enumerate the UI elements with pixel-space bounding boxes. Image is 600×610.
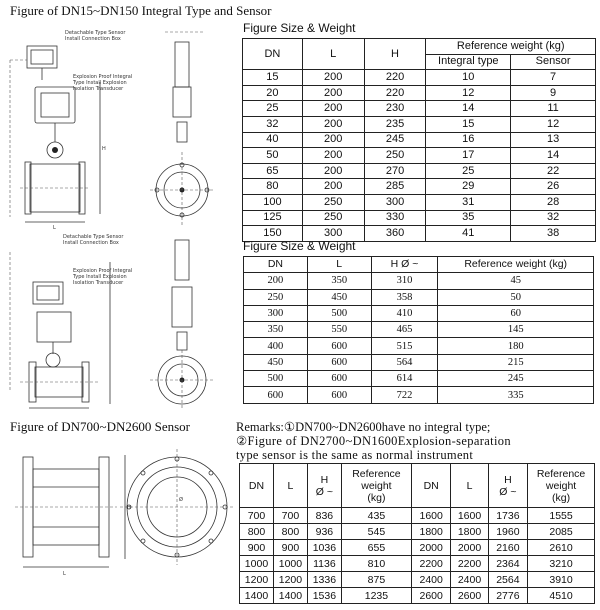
table-cell: 600 <box>307 338 371 354</box>
label-connection-box-2: Install Connection Box <box>63 240 119 246</box>
table-cell: 41 <box>426 226 511 242</box>
table-cell: 600 <box>307 387 371 403</box>
drawing-dn15-dn150 <box>5 22 235 232</box>
table-cell: 65 <box>243 163 303 179</box>
table-cell: 220 <box>364 85 426 101</box>
dim-h-3: H <box>127 505 131 511</box>
table-cell: 900 <box>273 540 307 556</box>
table-cell: 614 <box>371 371 438 387</box>
table-cell: 25 <box>243 101 303 117</box>
table-cell: 32 <box>243 116 303 132</box>
table-cell: 450 <box>307 289 371 305</box>
header-sensor: Sensor <box>511 54 596 70</box>
table-cell: 300 <box>244 305 308 321</box>
table-row <box>244 322 594 338</box>
drawing-dn200-dn600 <box>5 232 235 412</box>
table-cell: 300 <box>364 194 426 210</box>
table-cell: 2400 <box>451 572 488 588</box>
table-row <box>240 572 595 588</box>
table-cell: 100 <box>243 194 303 210</box>
table-cell: 14 <box>511 148 596 164</box>
table-cell: 1400 <box>273 588 307 604</box>
table-cell: 700 <box>273 508 307 524</box>
table-cell: 200 <box>302 85 364 101</box>
table-row <box>243 148 596 164</box>
table-cell: 1200 <box>240 572 274 588</box>
table-row <box>243 194 596 210</box>
label-detachable-2: Detachable Type Sensor <box>63 234 124 240</box>
table-row <box>244 289 594 305</box>
remark-line-1: Remarks:①DN700~DN2600have no integral type; <box>236 420 491 434</box>
header-reference-weight: Reference weight (kg) <box>426 39 596 55</box>
table-cell: 270 <box>364 163 426 179</box>
top-heading: Figure of DN15~DN150 Integral Type and Sensor <box>10 3 272 18</box>
table-row <box>244 354 594 370</box>
table-cell: 2000 <box>451 540 488 556</box>
table-cell: 3910 <box>528 572 595 588</box>
table-row <box>244 273 594 289</box>
table-cell: 800 <box>240 524 274 540</box>
table-row <box>244 371 594 387</box>
table-cell: 330 <box>364 210 426 226</box>
table-cell: 2160 <box>488 540 527 556</box>
table-cell: 1136 <box>307 556 341 572</box>
table-cell: 13 <box>511 132 596 148</box>
table-cell: 2400 <box>411 572 450 588</box>
table-row <box>243 101 596 117</box>
table1-caption: Figure Size & Weight <box>243 21 356 35</box>
table-cell: 500 <box>307 305 371 321</box>
table-cell: 2364 <box>488 556 527 572</box>
table-row <box>244 305 594 321</box>
label-explosion-4: Explosion Proof Integral <box>73 268 133 274</box>
table-cell: 15 <box>243 70 303 86</box>
table-cell: 7 <box>511 70 596 86</box>
table-cell: 358 <box>371 289 438 305</box>
table-cell: 655 <box>341 540 411 556</box>
table-cell: 1736 <box>488 508 527 524</box>
table-cell: 435 <box>341 508 411 524</box>
header-reference-weight: Reference weight (kg) <box>438 257 594 273</box>
table-row <box>243 70 596 86</box>
table-cell: 1960 <box>488 524 527 540</box>
label-explosion-6: Isolation Transducer <box>73 280 124 286</box>
table1-size-weight <box>242 38 596 242</box>
table-cell: 22 <box>511 163 596 179</box>
table-cell: 1336 <box>307 572 341 588</box>
table-cell: 32 <box>511 210 596 226</box>
table-cell: 2600 <box>451 588 488 604</box>
table-cell: 350 <box>307 273 371 289</box>
table-row <box>240 556 595 572</box>
table-cell: 200 <box>302 148 364 164</box>
header-l-2: L <box>451 464 488 508</box>
table-cell: 875 <box>341 572 411 588</box>
table-cell: 1400 <box>240 588 274 604</box>
header-h-diameter-2: H Ø ~ <box>488 464 527 508</box>
table-cell: 550 <box>307 322 371 338</box>
remark-line-2: ②Figure of DN2700~DN1600Explosion-separation <box>236 434 512 448</box>
table-row <box>240 508 595 524</box>
table-row <box>243 132 596 148</box>
table-cell: 3210 <box>528 556 595 572</box>
table-cell: 2776 <box>488 588 527 604</box>
table-cell: 31 <box>426 194 511 210</box>
table-row <box>243 210 596 226</box>
table-cell: 310 <box>371 273 438 289</box>
header-dn: DN <box>243 39 303 70</box>
table-cell: 1036 <box>307 540 341 556</box>
table-cell: 11 <box>511 101 596 117</box>
drawing-dn700-dn2600 <box>5 437 235 607</box>
remark-line-3: type sensor is the same as normal instrument <box>236 448 474 462</box>
label-explosion-2: Type Install Explosion <box>73 80 127 86</box>
remarks <box>236 420 511 462</box>
table-cell: 2600 <box>411 588 450 604</box>
table-cell: 145 <box>438 322 594 338</box>
table-cell: 335 <box>438 387 594 403</box>
table-cell: 2085 <box>528 524 595 540</box>
table-cell: 250 <box>244 289 308 305</box>
table-cell: 26 <box>511 179 596 195</box>
table-cell: 722 <box>371 387 438 403</box>
header-dn: DN <box>244 257 308 273</box>
table-cell: 400 <box>244 338 308 354</box>
table-cell: 180 <box>438 338 594 354</box>
label-explosion-1: Explosion Proof Integral <box>73 74 133 80</box>
table-cell: 10 <box>426 70 511 86</box>
table-cell: 200 <box>244 273 308 289</box>
table-cell: 45 <box>438 273 594 289</box>
table-cell: 1536 <box>307 588 341 604</box>
table-cell: 600 <box>244 387 308 403</box>
table-cell: 936 <box>307 524 341 540</box>
table-cell: 28 <box>511 194 596 210</box>
header-l: L <box>307 257 371 273</box>
table-row <box>243 116 596 132</box>
header-integral-type: Integral type <box>426 54 511 70</box>
table-cell: 125 <box>243 210 303 226</box>
table-row <box>243 179 596 195</box>
table-cell: 900 <box>240 540 274 556</box>
table-cell: 38 <box>511 226 596 242</box>
table-cell: 17 <box>426 148 511 164</box>
table3-large-sensor <box>239 463 595 604</box>
table-cell: 1600 <box>411 508 450 524</box>
table-row <box>240 540 595 556</box>
table-cell: 360 <box>364 226 426 242</box>
header-h-diameter: H Ø ~ <box>371 257 438 273</box>
table-cell: 600 <box>307 354 371 370</box>
table-cell: 200 <box>302 163 364 179</box>
table-cell: 50 <box>438 289 594 305</box>
table-cell: 29 <box>426 179 511 195</box>
table-cell: 600 <box>307 371 371 387</box>
table-cell: 250 <box>302 194 364 210</box>
table-cell: 60 <box>438 305 594 321</box>
table2-size-weight <box>243 256 594 404</box>
table-cell: 200 <box>302 179 364 195</box>
table-cell: 200 <box>302 132 364 148</box>
table-cell: 2200 <box>451 556 488 572</box>
table-cell: 12 <box>511 116 596 132</box>
table-cell: 215 <box>438 354 594 370</box>
label-connection-box-1: Install Connection Box <box>65 36 121 42</box>
dim-diameter-3: Ø <box>179 497 183 503</box>
table-cell: 1800 <box>411 524 450 540</box>
table-cell: 564 <box>371 354 438 370</box>
table-cell: 20 <box>243 85 303 101</box>
table-cell: 200 <box>302 116 364 132</box>
table-cell: 410 <box>371 305 438 321</box>
table-cell: 1000 <box>240 556 274 572</box>
header-dn: DN <box>240 464 274 508</box>
table-cell: 230 <box>364 101 426 117</box>
table-cell: 220 <box>364 70 426 86</box>
table-cell: 9 <box>511 85 596 101</box>
header-h-diameter: H Ø ~ <box>307 464 341 508</box>
table-cell: 515 <box>371 338 438 354</box>
table-cell: 235 <box>364 116 426 132</box>
table-cell: 1555 <box>528 508 595 524</box>
table-row <box>240 524 595 540</box>
table-cell: 150 <box>243 226 303 242</box>
table-cell: 25 <box>426 163 511 179</box>
table-cell: 1200 <box>273 572 307 588</box>
table-cell: 12 <box>426 85 511 101</box>
table-cell: 545 <box>341 524 411 540</box>
table-cell: 810 <box>341 556 411 572</box>
table2-caption: Figure Size & Weight <box>243 239 356 253</box>
label-detachable-1: Detachable Type Sensor <box>65 30 126 36</box>
table-cell: 1600 <box>451 508 488 524</box>
header-dn-2: DN <box>411 464 450 508</box>
table-cell: 450 <box>244 354 308 370</box>
table-cell: 16 <box>426 132 511 148</box>
header-h: H <box>364 39 426 70</box>
table-cell: 1235 <box>341 588 411 604</box>
table-cell: 4510 <box>528 588 595 604</box>
table-cell: 14 <box>426 101 511 117</box>
dim-l-1: L <box>53 225 56 231</box>
table-cell: 300 <box>302 226 364 242</box>
label-explosion-5: Type Install Explosion <box>73 274 127 280</box>
label-explosion-3: Isolation Transducer <box>73 86 124 92</box>
dim-h-1: H <box>102 146 106 152</box>
table-row <box>243 85 596 101</box>
table-row <box>243 163 596 179</box>
table-cell: 2000 <box>411 540 450 556</box>
table-cell: 50 <box>243 148 303 164</box>
table-cell: 800 <box>273 524 307 540</box>
header-reference-weight-2: Reference weight (kg) <box>528 464 595 508</box>
table-cell: 2610 <box>528 540 595 556</box>
table-cell: 350 <box>244 322 308 338</box>
table-cell: 40 <box>243 132 303 148</box>
table-row <box>240 588 595 604</box>
dim-l-3: L <box>63 571 66 577</box>
table-cell: 500 <box>244 371 308 387</box>
bottom-heading: Figure of DN700~DN2600 Sensor <box>10 419 190 434</box>
table-cell: 245 <box>438 371 594 387</box>
table-row <box>244 387 594 403</box>
table-cell: 1800 <box>451 524 488 540</box>
table-cell: 200 <box>302 70 364 86</box>
table-cell: 80 <box>243 179 303 195</box>
table-cell: 285 <box>364 179 426 195</box>
table-cell: 35 <box>426 210 511 226</box>
table-cell: 836 <box>307 508 341 524</box>
table-cell: 15 <box>426 116 511 132</box>
table-cell: 250 <box>302 210 364 226</box>
table-cell: 2200 <box>411 556 450 572</box>
table-cell: 465 <box>371 322 438 338</box>
header-reference-weight: Reference weight (kg) <box>341 464 411 508</box>
table-cell: 2564 <box>488 572 527 588</box>
table-cell: 1000 <box>273 556 307 572</box>
table-cell: 200 <box>302 101 364 117</box>
table-cell: 250 <box>364 148 426 164</box>
table-row <box>244 338 594 354</box>
header-l: L <box>302 39 364 70</box>
header-l: L <box>273 464 307 508</box>
table-cell: 700 <box>240 508 274 524</box>
table-cell: 245 <box>364 132 426 148</box>
